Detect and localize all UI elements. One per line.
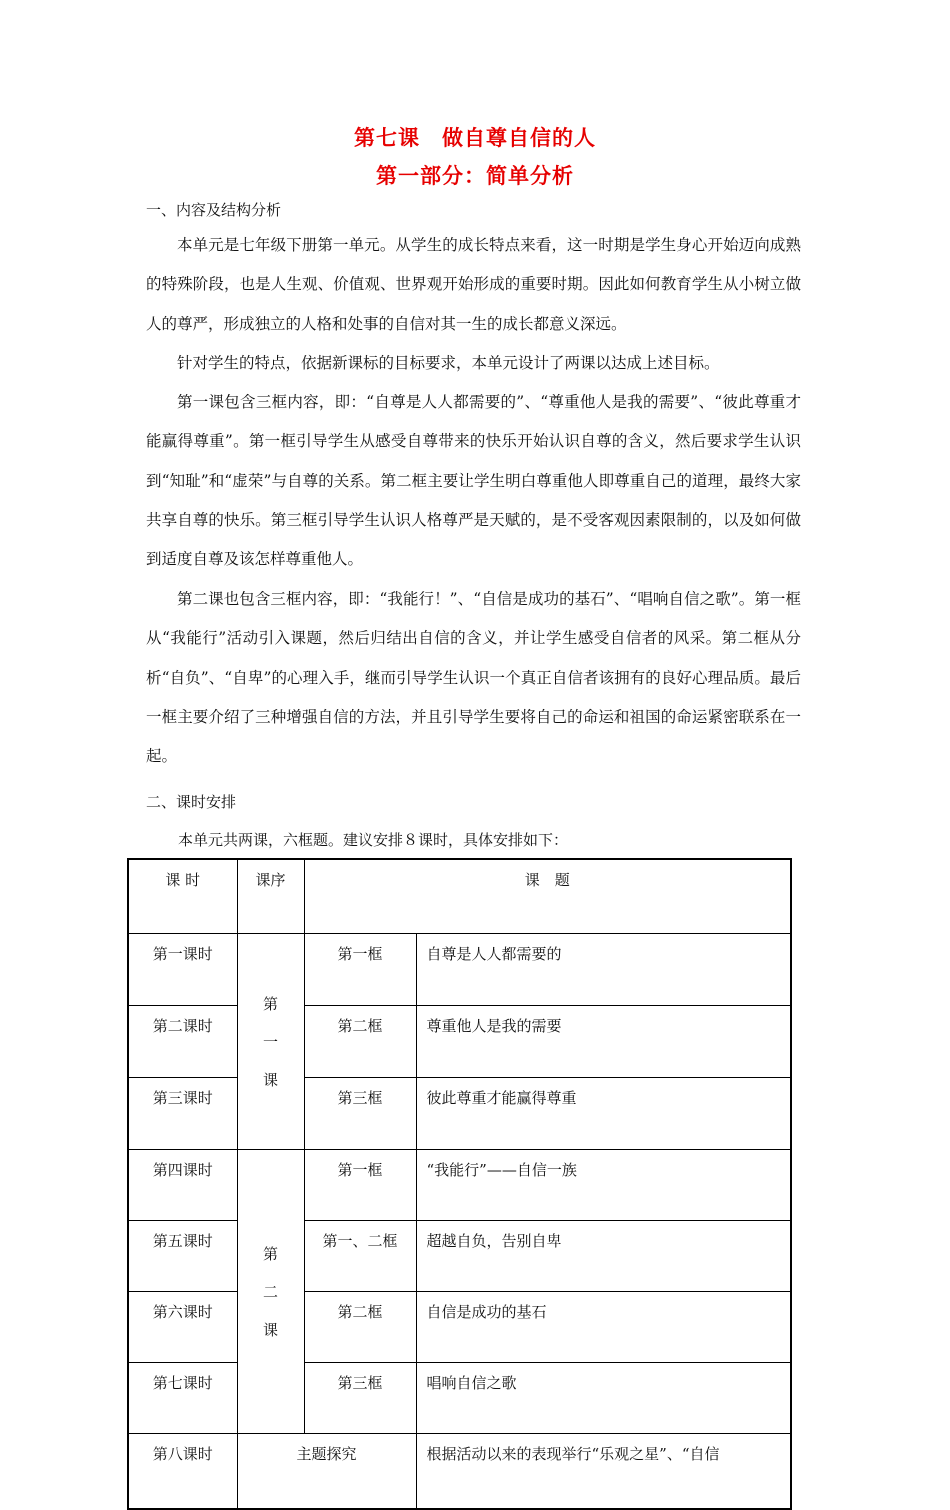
header-topic: 课 题	[304, 859, 791, 934]
row-hour: 第八课时	[128, 1434, 237, 1509]
row-frame: 第一框	[304, 934, 416, 1006]
row-topic: “我能行”——自信一族	[416, 1149, 791, 1220]
row-hour: 第四课时	[128, 1149, 237, 1220]
table-row	[128, 1363, 791, 1434]
row-topic: 尊重他人是我的需要	[416, 1006, 791, 1078]
row-frame: 第三框	[304, 1363, 416, 1434]
page-title: 第七课 做自尊自信的人	[354, 126, 596, 150]
row-frame: 第一框	[304, 1149, 416, 1220]
row-frame: 第三框	[304, 1077, 416, 1149]
table-row	[128, 1077, 791, 1149]
lesson-1-char: 第	[262, 994, 278, 1013]
table-row	[128, 1220, 791, 1291]
row-hour: 第二课时	[128, 1006, 237, 1078]
table-row	[128, 934, 791, 1006]
paragraph-1: 本单元是七年级下册第一单元。从学生的成长特点来看，这一时期是学生身心开始迈向成熟的特殊阶段，也是人生观、价值观、世界观开始形成的重要时期。因此如何教育学生从小树立做人的尊严，形成独立的人格和处事的自信对其一生的成长都意义深远。	[146, 236, 801, 333]
row-topic: 唱响自信之歌	[416, 1363, 791, 1434]
section2-heading: 二、课时安排	[146, 793, 237, 811]
lesson-1-cell	[237, 934, 304, 1149]
row-frame: 第二框	[304, 1006, 416, 1078]
schedule-intro: 本单元共两课，六框题。建议安排８课时，具体安排如下：	[178, 831, 569, 849]
row-topic: 自信是成功的基石	[416, 1292, 791, 1363]
table-row	[128, 1006, 791, 1078]
paragraph-3: 第一课包含三框内容，即：“自尊是人人都需要的”、“尊重他人是我的需要”、“彼此尊重才能赢得尊重”。第一框引导学生从感受自尊带来的快乐开始认识自尊的含义，然后要求学生认识到“知耻”和“虚荣”与自尊的关系。第二框主要让学生明白尊重他人即尊重自己的道理，最终大家共享自尊的快乐。第三框引导学生认识人格尊严是天赋的，是不受客观因素限制的，以及如何做到适度自尊及该怎样尊重他人。	[146, 393, 801, 569]
row-hour: 第三课时	[128, 1077, 237, 1149]
table-row	[128, 1149, 791, 1220]
row-topic: 根据活动以来的表现举行“乐观之星”、“自信	[416, 1434, 791, 1509]
row-lesson: 主题探究	[237, 1434, 416, 1509]
lesson-2-char: 第	[262, 1244, 278, 1263]
row-hour: 第一课时	[128, 934, 237, 1006]
row-frame: 第一、二框	[304, 1220, 416, 1291]
row-topic: 超越自负，告别自卑	[416, 1220, 791, 1291]
schedule-table	[127, 858, 792, 1510]
row-topic: 彼此尊重才能赢得尊重	[416, 1077, 791, 1149]
row-topic: 自尊是人人都需要的	[416, 934, 791, 1006]
paragraph-4: 第二课也包含三框内容，即：“我能行！”、“自信是成功的基石”、“唱响自信之歌”。第一框从“我能行”活动引入课题，然后归结出自信的含义，并让学生感受自信者的风采。第二框从分析“自负”、“自卑”的心理入手，继而引导学生认识一个真正自信者该拥有的良好心理品质。最后一框主要介绍了三种增强自信的方法，并且引导学生要将自己的命运和祖国的命运紧密联系在一起。	[146, 590, 801, 766]
lesson-2-char: 课	[262, 1320, 278, 1339]
row-hour: 第六课时	[128, 1292, 237, 1363]
section1-heading: 一、内容及结构分析	[146, 201, 282, 219]
table-row	[128, 1434, 791, 1509]
header-lesson: 课序	[237, 859, 304, 934]
table-row	[128, 1292, 791, 1363]
lesson-1-char: 课	[262, 1070, 278, 1089]
row-hour: 第七课时	[128, 1363, 237, 1434]
lesson-1-char: 一	[262, 1032, 278, 1051]
header-hour: 课 时	[128, 859, 237, 934]
page-subtitle: 第一部分：简单分析	[376, 164, 574, 188]
table-header-row	[128, 859, 791, 934]
paragraph-2: 针对学生的特点，依据新课标的目标要求，本单元设计了两课以达成上述目标。	[177, 354, 720, 372]
row-frame: 第二框	[304, 1292, 416, 1363]
lesson-2-cell	[237, 1149, 304, 1434]
row-hour: 第五课时	[128, 1220, 237, 1291]
lesson-2-char: 二	[262, 1282, 278, 1301]
